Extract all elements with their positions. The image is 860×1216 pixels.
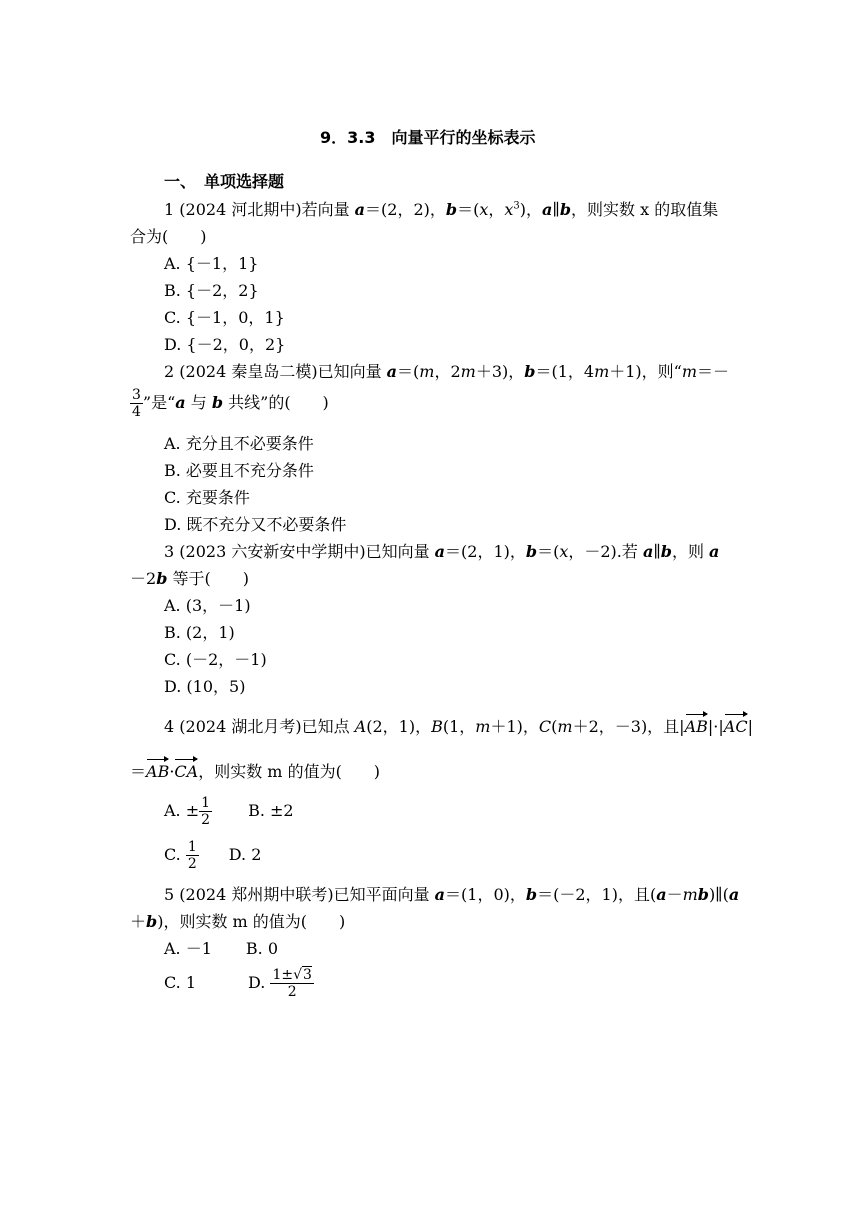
question-3-line-2: －2b 等于( ) [130, 569, 249, 588]
question-2-option-a: A. 充分且不必要条件 [164, 434, 314, 453]
question-4-option-a-label: A. ± [164, 801, 200, 820]
question-2-line-1: 2 (2024 秦皇岛二模)已知向量 a＝(m，2m＋3)，b＝(1，4m＋1)，则“m＝－ [164, 362, 730, 381]
question-5-option-d-denominator: 2 [287, 984, 297, 1000]
question-4-tail: ，则实数 m 的值为( ) [198, 762, 381, 781]
question-5-number: 5 [164, 885, 175, 904]
question-3-option-b: B. (2，1) [164, 623, 235, 642]
question-5-line-2: ＋b)，则实数 m 的值为( ) [130, 912, 346, 931]
question-2-option-b: B. 必要且不充分条件 [164, 461, 314, 480]
question-4-line-1: 4 (2024 湖北月考)已知点 A(2，1)，B(1，m＋1)，C(m＋2，－3)，且|AB|·|AC| [164, 717, 753, 736]
question-1-tail: ，则实数 x 的取值集 [571, 200, 719, 219]
question-3-source: (2023 六安新安中学期中) [179, 542, 366, 561]
question-1-line-1: 1 (2024 河北期中)若向量 a＝(2，2)，b＝(x，$x^3$)，a∥b，则实数 x 的取值集 [164, 200, 719, 219]
question-2-option-d: D. 既不充分又不必要条件 [164, 515, 347, 534]
question-4-option-c-denominator: 2 [187, 856, 197, 872]
page-title: 9．3.3 向量平行的坐标表示 [320, 128, 536, 147]
question-2-number: 2 [164, 362, 175, 381]
question-4-line-2: ＝AB·CA，则实数 m 的值为( ) [130, 762, 381, 781]
section-heading: 一、 单项选择题 [164, 172, 285, 191]
question-3-option-d: D. (10，5) [164, 677, 246, 696]
question-5-option-d-numerator: 1±√3 [272, 967, 312, 983]
question-3-number: 3 [164, 542, 175, 561]
question-4-number: 4 [164, 717, 175, 736]
question-5-line-1: 5 (2024 郑州期中联考)已知平面向量 a＝(1，0)，b＝(－2，1)，且(a－mb)∥(a [164, 885, 740, 904]
question-4-option-b: B. ±2 [248, 801, 294, 820]
question-5-options-row-1 [164, 939, 278, 959]
question-5-option-b: B. 0 [245, 939, 279, 958]
plus-minus-one: 1± [272, 967, 294, 983]
question-2-fraction-denominator: 4 [132, 404, 141, 420]
question-1-option-a: A. {－1，1} [164, 254, 259, 273]
question-5-option-a: A. －1 [164, 939, 212, 958]
question-3-line-1: 3 (2023 六安新安中学期中)已知向量 a＝(2，1)，b＝(x，－2).若 a∥b，则 a [164, 542, 720, 561]
question-4-option-c-label: C. [164, 845, 186, 864]
question-4-option-d: D. 2 [228, 845, 262, 864]
question-1-line-2: 合为( ) [130, 227, 207, 246]
question-5-tail: ，则实数 m 的值为( ) [163, 912, 346, 931]
question-4-option-a-denominator: 2 [201, 812, 211, 828]
question-5-option-d-label: D. [248, 973, 271, 992]
question-4-options-row-1 [164, 795, 294, 828]
question-1-option-d: D. {－2，0，2} [164, 335, 286, 354]
question-2-source: (2024 秦皇岛二模) [179, 362, 318, 381]
question-1-source: (2024 河北期中) [179, 200, 302, 219]
question-4-option-a-numerator: 1 [201, 795, 211, 811]
question-5-source: (2024 郑州期中联考) [179, 885, 334, 904]
question-5-options-row-2 [164, 967, 314, 1000]
question-1-number: 1 [164, 200, 175, 219]
question-4-source: (2024 湖北月考) [179, 717, 302, 736]
question-5-option-c: C. 1 [164, 973, 197, 992]
question-1-option-b: B. {－2，2} [164, 281, 259, 300]
question-2-line-2: $\frac{3}{4}$ ”是“a 与 b 共线”的( ) [132, 387, 329, 420]
question-1-option-c: C. {－1，0，1} [164, 308, 285, 327]
question-3-option-a: A. (3，－1) [164, 596, 251, 615]
radicand: 3 [303, 967, 312, 983]
question-4-option-c-numerator: 1 [187, 839, 197, 855]
question-3-option-c: C. (－2，－1) [164, 650, 267, 669]
question-2-option-c: C. 充要条件 [164, 488, 250, 507]
question-4-options-row-2 [164, 839, 261, 872]
question-2-fraction-numerator: 3 [132, 387, 141, 403]
